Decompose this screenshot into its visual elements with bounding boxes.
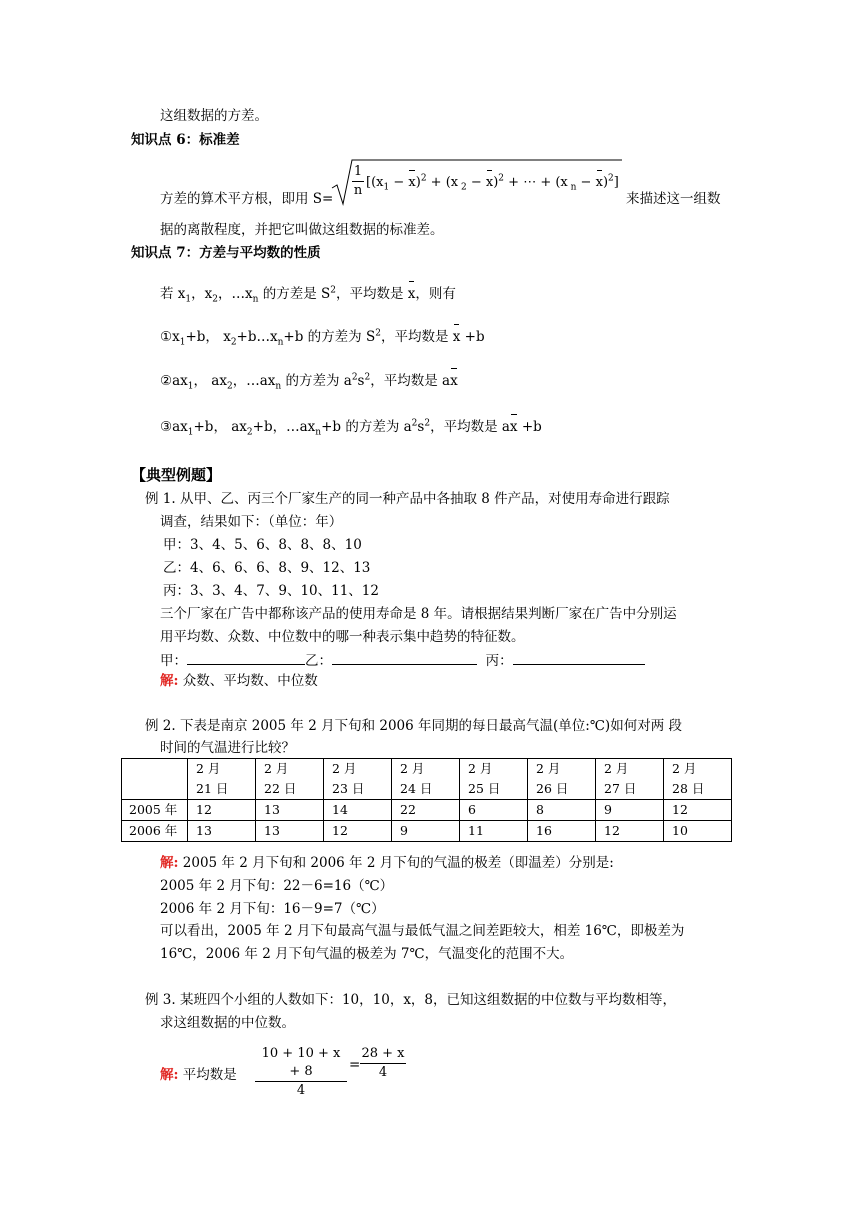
table-header-cell: 2 月 24 日 [392,759,460,800]
blank-label-yi: 乙： [305,653,332,669]
kp7-property-0: 若 $x_1$，$x_2$，$\dots x_n$ 的方差是 $S^2$，平均数是 x，则有 [160,285,456,305]
ex2-solution-line1 [160,853,614,873]
blank-label-jia: 甲： [160,653,187,669]
solution-label: 解: [160,1067,179,1083]
simplified-numerator: 28 + x [361,1046,405,1061]
kp7-title: 知识点 7：方差与平均数的性质 [131,245,321,261]
ex1-answer-blanks [160,650,645,671]
simplified-denominator: 4 [378,1065,388,1080]
ex1-yi: 乙：4、6、6、6、8、9、12、13 [163,560,371,576]
ex2-line2: 时间的气温进行比较？ [160,740,295,756]
solution-text: 众数、平均数、中位数 [182,673,318,689]
intro-line: 这组数据的方差。 [160,108,268,124]
formula-denominator: n [353,183,363,198]
table-cell: 13 [256,800,324,821]
ex1-line7: 用平均数、众数、中位数中的哪一种表示集中趋势的特征数。 [160,629,525,645]
table-row [122,821,732,842]
table-cell: 13 [188,821,256,842]
ex3-line1: 例 3. 某班四个小组的人数如下：10，10，x，8，已知这组数据的中位数与平均数相等， [145,992,677,1008]
solution-label: 解: [160,855,179,871]
table-corner-cell [122,759,188,800]
ex3-line2: 求这组数据的中位数。 [160,1015,295,1031]
ex1-line1: 例 1. 从甲、乙、丙三个厂家生产的同一种产品中各抽取 8 件产品，对使用寿命进行跟踪 [145,491,670,507]
kp6-text-after: 来描述这一组数 [626,191,721,207]
ex2-line1: 例 2. 下表是南京 2005 年 2 月下旬和 2006 年同期的每日最高气温(单位:℃)如何对两 段 [145,718,682,734]
solution-text: 平均数是 [182,1067,237,1083]
ex2-solution-line4: 可以看出，2005 年 2 月下旬最高气温与最低气温之间差距较大，相差 16℃，即极差为 [160,923,685,939]
ex2-solution-line2: 2005 年 2 月下旬：22－6=16（℃） [160,878,394,894]
formula-numerator: 1 [353,164,363,179]
ex3-solution [160,1065,237,1085]
table-header-cell: 2 月 26 日 [528,759,596,800]
table-cell: 6 [460,800,528,821]
mean-denominator: 4 [296,1083,306,1098]
temperature-table [121,758,732,842]
table-cell: 12 [324,821,392,842]
table-cell: 16 [528,821,596,842]
solution-label: 解: [160,673,179,689]
table-header-cell: 2 月 27 日 [596,759,664,800]
ex1-line6: 三个厂家在广告中都称该产品的使用寿命是 8 年。请根据结果判断厂家在广告中分别运 [160,606,677,622]
blank-bing[interactable] [513,650,645,665]
table-cell: 12 [188,800,256,821]
ex2-solution-line3: 2006 年 2 月下旬：16－9=7（℃） [160,901,385,917]
equals-sign: = [349,1057,361,1073]
blank-label-bing: 丙： [485,653,513,669]
section-title: 【典型例题】 [131,466,222,484]
mean-numerator: 10 + 10 + x + 8 [261,1046,341,1079]
kp7-property-1: $①x_1+b$， $x_2+b\dots x_n+b$ 的方差为 $S^2$，平均数是 x +b [160,328,485,348]
table-cell: 8 [528,800,596,821]
table-cell: 12 [664,800,732,821]
ex1-jia: 甲：3、4、5、6、8、8、8、10 [163,537,362,553]
table-cell: 10 [664,821,732,842]
table-header-cell: 2 月 22 日 [256,759,324,800]
blank-yi[interactable] [332,650,477,665]
table-header-cell: 2 月 21 日 [188,759,256,800]
solution-text: 2005 年 2 月下旬和 2006 年 2 月下旬的气温的极差（即温差）分别是: [182,855,614,871]
table-header-cell: 2 月 25 日 [460,759,528,800]
formula-fraction [352,163,364,200]
ex1-bing: 丙：3、3、4、7、9、10、11、12 [163,583,379,599]
table-cell: 12 [596,821,664,842]
table-cell: 9 [392,821,460,842]
table-cell: 13 [256,821,324,842]
blank-jia[interactable] [187,650,305,665]
ex2-solution-line5: 16℃，2006 年 2 月下旬气温的极差为 7℃，气温变化的范围不大。 [160,946,574,962]
row-label: 2005 年 [122,800,188,821]
table-header-row [122,759,732,800]
table-cell: 14 [324,800,392,821]
ex1-solution [160,671,318,691]
kp7-property-2: $②ax_1$， $ax_2$，$\dots ax_n$ 的方差为 $a^2s^2$，平均数是 ax [160,372,458,392]
kp6-title: 知识点 6：标准差 [131,132,240,148]
table-header-cell: 2 月 23 日 [324,759,392,800]
simplified-fraction [360,1045,406,1082]
kp6-text-before: 方差的算术平方根，即用 S= [160,191,334,207]
table-row [122,800,732,821]
formula-body: [$(x_1 - x)^2 + (x$ $_2$ − x)$^2$ + ⋯ + (x $_n$ − x)$^2$] [366,173,619,193]
table-header-cell: 2 月 28 日 [664,759,732,800]
kp7-property-3: $③ax_1+b$， $ax_2+b$，$\dots ax_n+b$ 的方差为 $a^2s^2$，平均数是 ax +b [160,418,542,438]
ex1-line2: 调查，结果如下：（单位：年） [160,514,343,530]
mean-fraction [255,1045,347,1100]
row-label: 2006 年 [122,821,188,842]
table-cell: 11 [460,821,528,842]
table-cell: 9 [596,800,664,821]
kp6-line2: 据的离散程度，并把它叫做这组数据的标准差。 [160,222,444,238]
table-cell: 22 [392,800,460,821]
